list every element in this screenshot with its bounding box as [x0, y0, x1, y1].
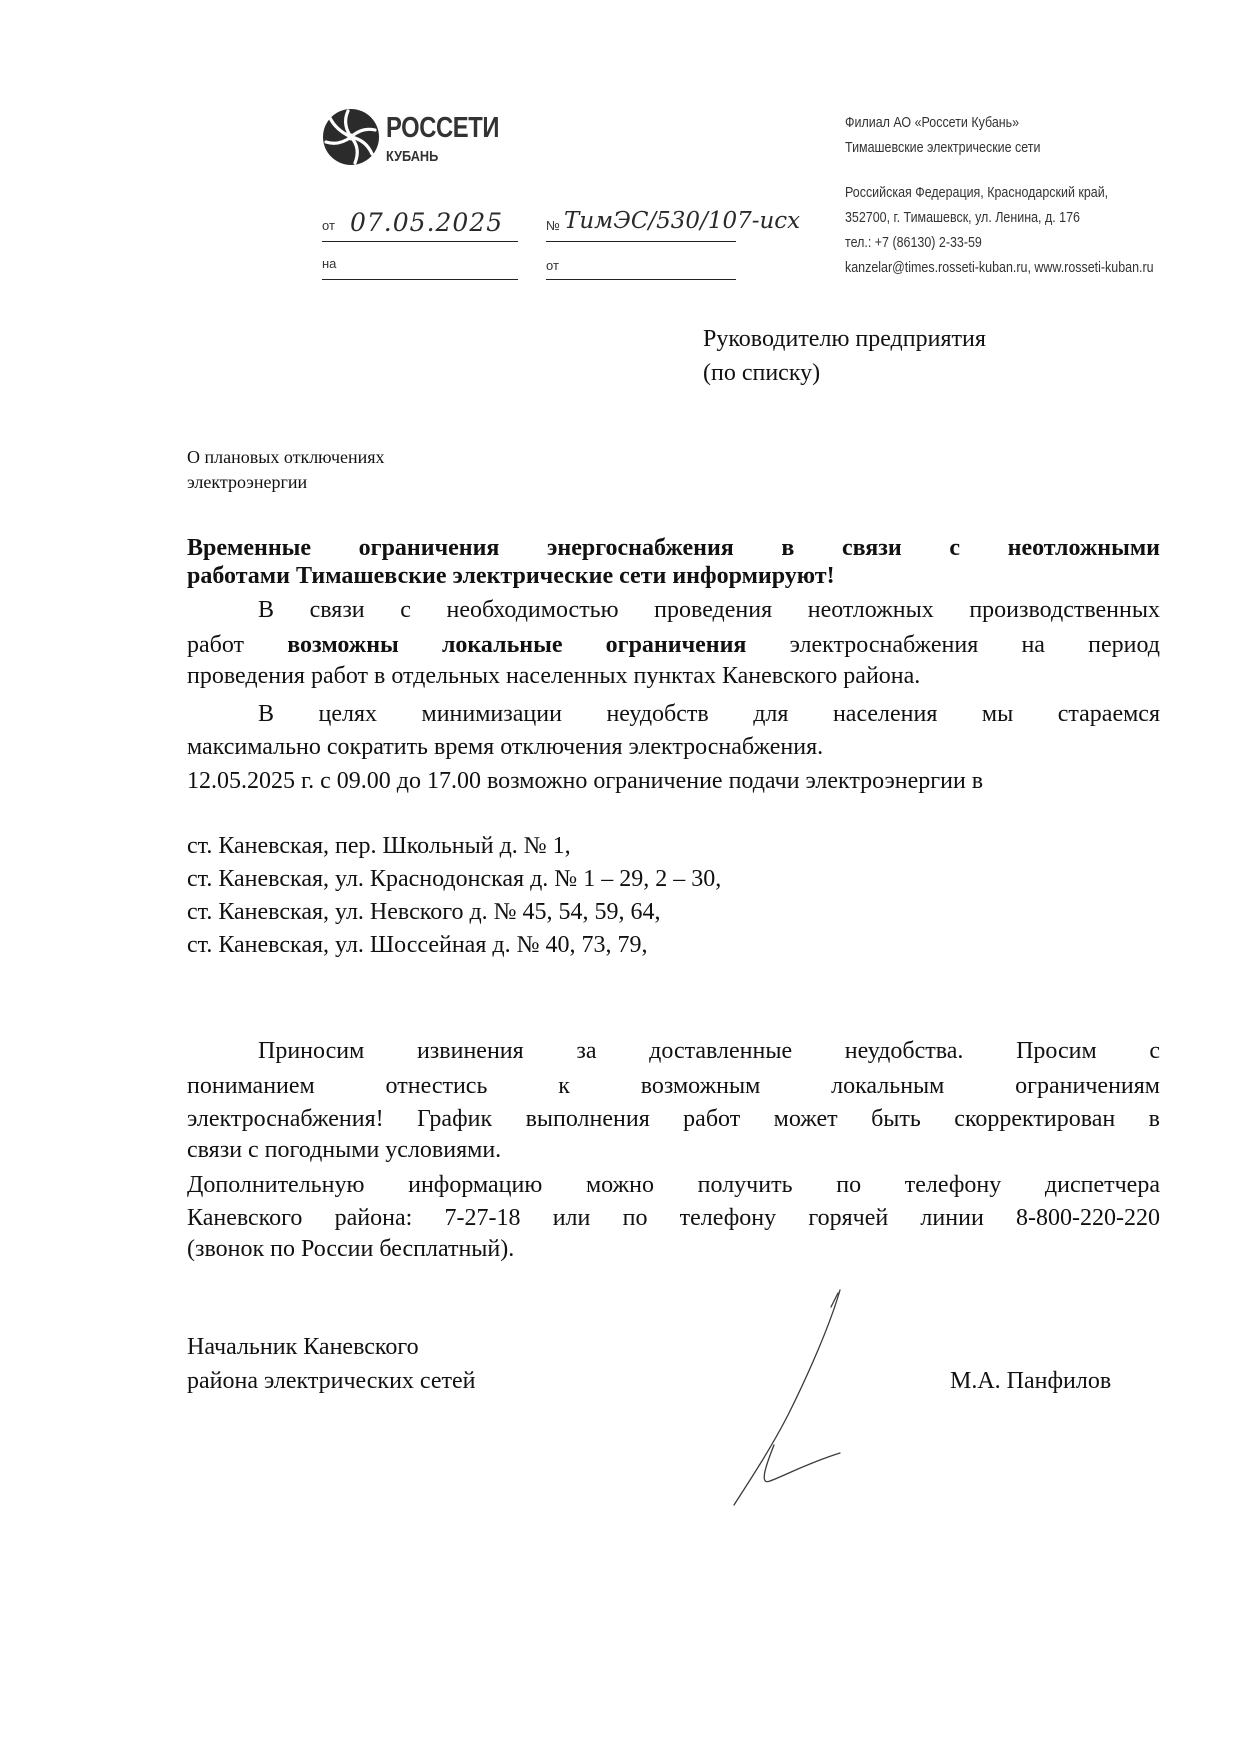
paragraph-line: (звонок по России бесплатный).: [187, 1236, 515, 1262]
number-date-label: от: [546, 258, 559, 273]
date-underline: [322, 241, 518, 242]
reply-underline: [322, 279, 518, 280]
paragraph-line: Дополнительную информацию можно получить по телефону диспетчера: [187, 1172, 1160, 1198]
signatory-position: района электрических сетей: [187, 1368, 476, 1394]
handwritten-signature: [690, 1285, 860, 1510]
paragraph-line: проведения работ в отдельных населенных пунктах Каневского района.: [187, 663, 921, 689]
address-list-item: ст. Каневская, пер. Школьный д. № 1,: [187, 833, 571, 859]
subject-line: электроэнергии: [187, 472, 308, 492]
subject-line: О плановых отключениях: [187, 447, 385, 467]
logo-wordmark: РОССЕТИ: [386, 112, 500, 144]
date-label: от: [322, 218, 335, 233]
paragraph-line: [187, 630, 1160, 660]
reply-label: на: [322, 256, 337, 271]
address-list-item: ст. Каневская, ул. Невского д. № 45, 54, 59, 64,: [187, 899, 661, 925]
date-value: 07.05.2025: [350, 208, 504, 237]
paragraph-line: Каневского района: 7-27-18 или по телефону горячей линии 8-800-220-220: [187, 1205, 1160, 1231]
addressee-line: (по списку): [703, 360, 821, 386]
org-line: Филиал АО «Россети Кубань»: [845, 115, 1020, 131]
paragraph-line: максимально сократить время отключения электроснабжения.: [187, 734, 824, 760]
paragraph-line: В целях минимизации неудобств для населения мы стараемся: [258, 701, 1160, 727]
addressee-line: Руководителю предприятия: [703, 326, 986, 352]
email-web-line: kanzelar@times.rosseti-kuban.ru, www.rosseti-kuban.ru: [845, 260, 1154, 276]
text-run: работ: [187, 632, 245, 658]
number-underline: [546, 241, 736, 242]
paragraph-line: связи с погодными условиями.: [187, 1137, 502, 1163]
signatory-name: М.А. Панфилов: [950, 1368, 1112, 1394]
phone-line: тел.: +7 (86130) 2-33-59: [845, 235, 982, 251]
number-date-underline: [546, 279, 736, 280]
address-list-item: ст. Каневская, ул. Краснодонская д. № 1 – 29, 2 – 30,: [187, 866, 722, 892]
number-value: ТимЭС/530/107-исх: [564, 208, 801, 234]
address-list-item: ст. Каневская, ул. Шоссейная д. № 40, 73, 79,: [187, 932, 648, 958]
headline-line: Временные ограничения энергоснабжения в связи с неотложными: [187, 535, 1160, 561]
paragraph-line: электроснабжения! График выполнения работ может быть скорректирован в: [187, 1106, 1160, 1132]
company-logo: [322, 108, 532, 174]
paragraph-line: Приносим извинения за доставленные неудобства. Просим с: [258, 1038, 1160, 1064]
address-line: 352700, г. Тимашевск, ул. Ленина, д. 176: [845, 210, 1080, 226]
address-line: Российская Федерация, Краснодарский край,: [845, 185, 1109, 201]
rosseti-emblem-icon: [322, 108, 380, 166]
headline-line: работами Тимашевские электрические сети информируют!: [187, 563, 835, 589]
text-run: электроснабжения на период: [789, 632, 1160, 658]
paragraph-line: В связи с необходимостью проведения неотложных производственных: [258, 597, 1160, 623]
outage-date-line: 12.05.2025 г. с 09.00 до 17.00 возможно ограничение подачи электроэнергии в: [187, 768, 984, 794]
organization-block: [845, 111, 1154, 281]
signatory-position: Начальник Каневского: [187, 1334, 419, 1360]
emphasis-text: возможны локальные ограничения: [287, 632, 747, 658]
paragraph-line: пониманием отнестись к возможным локальным ограничениям: [187, 1073, 1160, 1099]
org-line: Тимашевские электрические сети: [845, 140, 1041, 156]
number-label: №: [546, 218, 560, 233]
logo-region-label: КУБАНЬ: [386, 148, 439, 165]
